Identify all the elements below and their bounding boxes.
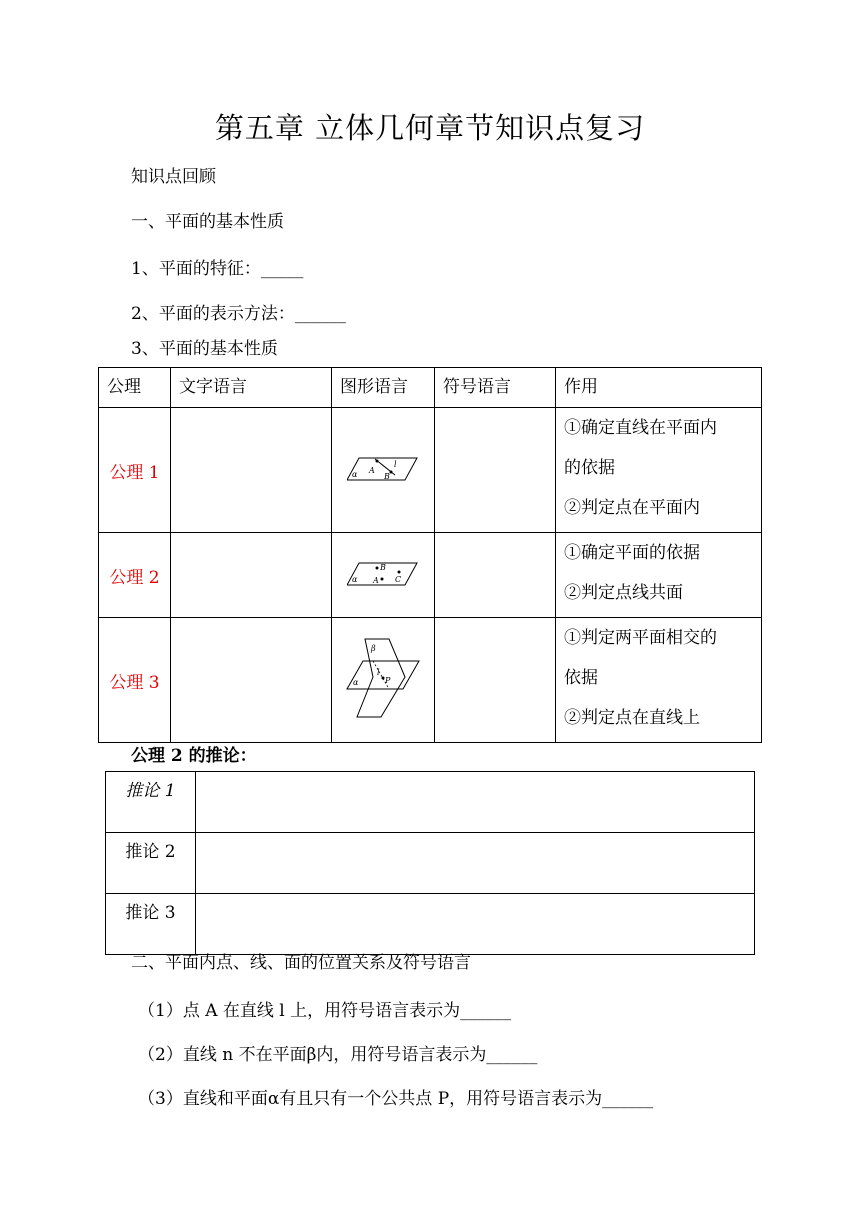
beta-label: β <box>371 643 376 653</box>
alpha-label: α <box>353 677 359 687</box>
corollary-label: 推论 1 <box>106 772 196 833</box>
point-a-label: A <box>369 465 375 475</box>
header-effect: 作用 <box>556 368 762 408</box>
effect-line: ②判定点在平面内 <box>564 498 700 518</box>
header-text-language: 文字语言 <box>171 368 332 408</box>
table-row <box>106 772 755 833</box>
table-row <box>106 894 755 955</box>
effect-line: ①确定平面的依据 <box>564 543 700 563</box>
item-line-plane-intersect: （3）直线和平面α有且只有一个公共点 P，用符号语言表示为______ <box>138 1089 654 1109</box>
corollary-label: 推论 2 <box>106 833 196 894</box>
point-c-label: C <box>395 574 402 584</box>
effect-line: 的依据 <box>564 458 615 478</box>
item-plane-properties: 3、平面的基本性质 <box>131 339 278 359</box>
alpha-label: α <box>352 469 358 479</box>
section1-heading: 一、平面的基本性质 <box>131 212 284 232</box>
header-figure-language: 图形语言 <box>332 368 435 408</box>
table-header-row <box>99 368 762 408</box>
effect-line: 依据 <box>564 668 598 688</box>
corollary-label: 推论 3 <box>106 894 196 955</box>
item-line-not-in-plane: （2）直线 n 不在平面β内，用符号语言表示为______ <box>138 1045 538 1065</box>
text-language-cell <box>171 618 332 743</box>
intro-text: 知识点回顾 <box>131 167 216 187</box>
alpha-label: α <box>352 574 358 584</box>
point-a-label: A <box>373 575 379 585</box>
effect-line: ①判定两平面相交的 <box>564 628 717 648</box>
header-axiom: 公理 <box>99 368 171 408</box>
item-point-on-line: （1）点 A 在直线 l 上，用符号语言表示为______ <box>138 1001 512 1021</box>
text-language-cell <box>171 408 332 533</box>
figure-cell <box>332 533 435 618</box>
axiom-table <box>98 367 762 743</box>
corollary-content-cell <box>196 772 755 833</box>
axiom-name: 公理 1 <box>99 408 171 533</box>
point-b-label: B <box>380 562 386 572</box>
item-plane-notation: 2、平面的表示方法：______ <box>131 304 346 324</box>
line-l-label: l <box>394 459 397 469</box>
effect-cell <box>556 618 762 743</box>
plane-line-figure <box>347 453 419 483</box>
table-row <box>99 533 762 618</box>
effect-line: ②判定点在直线上 <box>564 708 700 728</box>
corollary-heading: 公理 2 的推论： <box>131 746 257 766</box>
corollary-content-cell <box>196 833 755 894</box>
effect-line: ①确定直线在平面内 <box>564 418 717 438</box>
symbol-language-cell <box>435 618 556 743</box>
header-symbol-language: 符号语言 <box>435 368 556 408</box>
text-language-cell <box>171 533 332 618</box>
intersecting-planes-figure <box>345 637 421 719</box>
table-row <box>99 618 762 743</box>
axiom-name: 公理 2 <box>99 533 171 618</box>
table-row <box>99 408 762 533</box>
corollary-content-cell <box>196 894 755 955</box>
corollary-table <box>105 771 755 955</box>
symbol-language-cell <box>435 408 556 533</box>
plane-points-figure <box>347 558 419 588</box>
point-p-label: P <box>385 675 391 685</box>
figure-cell <box>332 408 435 533</box>
table-row <box>106 833 755 894</box>
effect-cell <box>556 533 762 618</box>
section2-heading: 二、平面内点、线、面的位置关系及符号语言 <box>131 953 471 973</box>
effect-cell <box>556 408 762 533</box>
item-plane-feature: 1、平面的特征：_____ <box>131 259 304 279</box>
effect-line: ②判定点线共面 <box>564 583 683 603</box>
line-l-label: l <box>377 667 380 677</box>
symbol-language-cell <box>435 533 556 618</box>
figure-cell <box>332 618 435 743</box>
axiom-name: 公理 3 <box>99 618 171 743</box>
page-title: 第五章 立体几何章节知识点复习 <box>214 111 646 145</box>
point-b-label: B <box>384 471 390 481</box>
